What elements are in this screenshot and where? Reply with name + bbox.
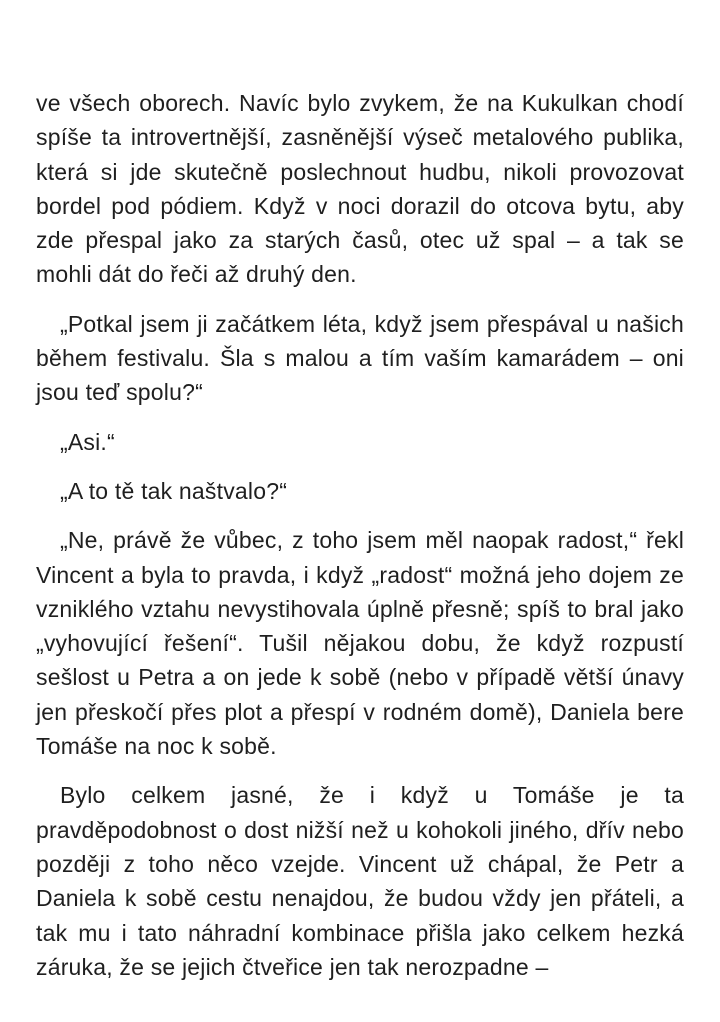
book-page [36,86,684,999]
paragraph-6: Bylo celkem jasné, že i když u Tomáše je ta pravděpodobnost o dost nižší než u kohokoli jiného, dřív nebo později z toho něco vzejde. Vincent už chápal, že Petr a Daniela k sobě cestu nenajdou, že budou vždy jen přáteli, a tak mu i tato náhradní kombinace přišla jako celkem hezká záruka, že se jejich čtveřice jen tak nerozpadne – [36,782,684,980]
paragraph-5: „Ne, právě že vůbec, z toho jsem měl naopak radost,“ řekl Vincent a byla to pravda, i když „radost“ možná jeho dojem ze vzniklého vztahu nevystihovala úplně přesně; spíš to bral jako „vyhovující řešení“. Tušil nějakou dobu, že když rozpustí sešlost u Petra a on jede k sobě (nebo v případě větší únavy jen přeskočí přes plot a přespí v rodném domě), Daniela bere Tomáše na noc k sobě. [36,527,684,760]
paragraph-1: ve všech oborech. Navíc bylo zvykem, že na Kukulkan chodí spíše ta introvertnější, zasněnější výseč metalového publika, která si jde skutečně poslechnout hudbu, nikoli provozovat bordel pod pódiem. Když v noci dorazil do otcova bytu, aby zde přespal jako za starých časů, otec už spal – a tak se mohli dát do řeči až druhý den. [36,90,684,288]
paragraph-3: „Asi.“ [60,428,115,455]
paragraph-4: „A to tě tak naštvalo?“ [60,477,288,504]
paragraph-2: „Potkal jsem ji začátkem léta, když jsem přespával u našich během festivalu. Šla s malou a tím vaším kamarádem – oni jsou teď spolu?“ [36,310,684,406]
